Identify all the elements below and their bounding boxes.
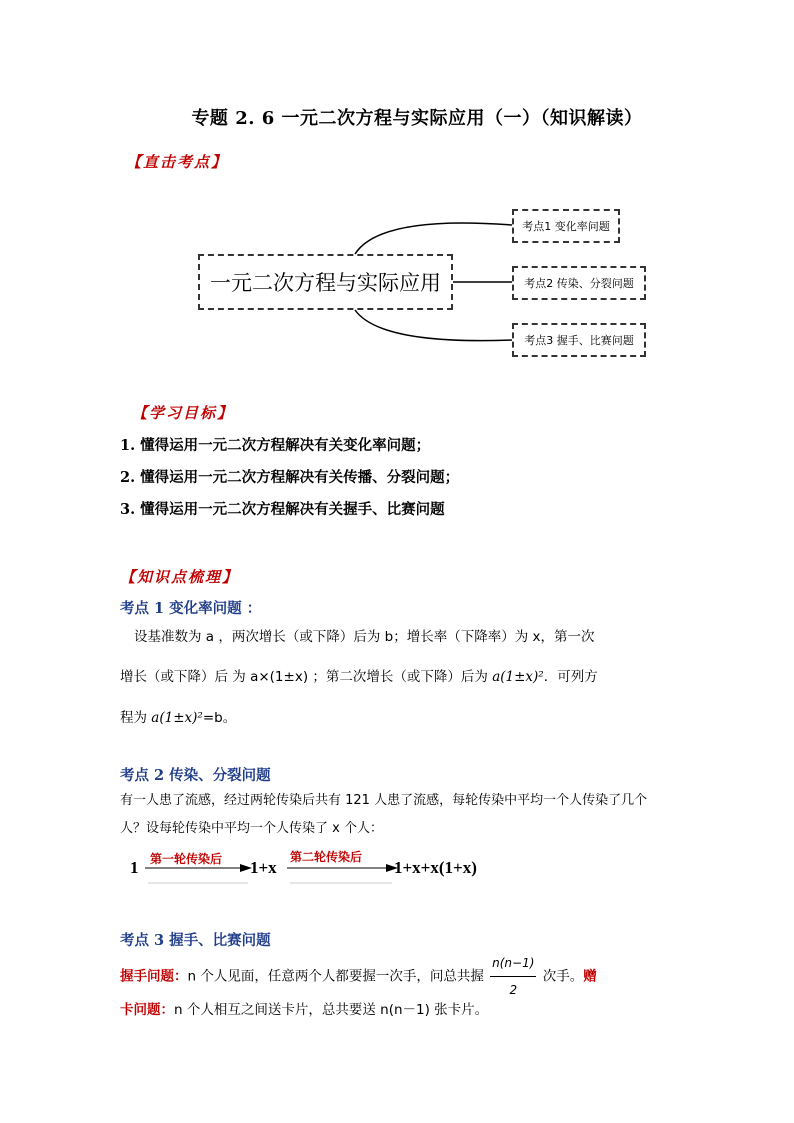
flow-start: 1 bbox=[130, 858, 139, 877]
handshake-label: 握手问题： bbox=[120, 968, 188, 985]
knowledge-section-header: 【知识点梳理】 bbox=[120, 568, 240, 586]
kp1-formula-1: a(1±x)² bbox=[492, 669, 544, 685]
kp1-line-2-text-a: 增长（或下降）后 为 a×(1±x) ；第二次增长（或下降）后为 bbox=[120, 669, 493, 685]
kp3-card-line bbox=[120, 998, 488, 1022]
connector-3 bbox=[355, 310, 512, 341]
kp1-line-2-text-c: ．可列方 bbox=[543, 669, 598, 685]
flow-arrow-1-label: 第一轮传染后 bbox=[150, 852, 223, 866]
flow-mid: 1+x bbox=[250, 858, 277, 877]
card-label-b: 卡问题： bbox=[120, 1002, 174, 1018]
goal-item-2: 2. 懂得运用一元二次方程解决有关传播、分裂问题； bbox=[120, 469, 460, 486]
kp1-heading: 考点 1 变化率问题 ： bbox=[120, 600, 262, 617]
kp1-line-3 bbox=[120, 706, 236, 730]
flow-arrow-1 bbox=[140, 858, 255, 888]
handshake-fraction bbox=[490, 950, 536, 1003]
kp3-heading: 考点 3 握手、比赛问题 bbox=[120, 932, 271, 949]
page-title: 专题 2. 6 一元二次方程与实际应用（一）（知识解读） bbox=[191, 108, 643, 129]
kp1-line-3-text-c: =b。 bbox=[202, 710, 237, 726]
mindmap-center-node: 一元二次方程与实际应用 bbox=[198, 254, 453, 310]
kp1-line-2 bbox=[120, 665, 598, 689]
flow-arrow-2 bbox=[282, 858, 400, 888]
kp3-handshake-line bbox=[120, 950, 680, 1003]
flow-arrow-2-label: 第二轮传染后 bbox=[290, 850, 363, 864]
kp2-line-2: 人？设每轮传染中平均一个人传染了 x 个人： bbox=[120, 821, 383, 836]
fraction-numerator: n(n−1) bbox=[490, 950, 536, 977]
kp1-line-3-text-a: 程为 bbox=[120, 710, 152, 726]
kp1-formula-2: a(1±x)² bbox=[151, 710, 203, 726]
handshake-text-b: 次手。 bbox=[538, 968, 584, 985]
mindmap-node-1: 考点1 变化率问题 bbox=[512, 209, 620, 243]
kp2-heading: 考点 2 传染、分裂问题 bbox=[120, 767, 271, 784]
kp1-line-1: 设基准数为 a ，两次增长（或下降）后为 b；增长率（下降率）为 x，第一次 bbox=[134, 629, 595, 645]
fraction-denominator: 2 bbox=[509, 983, 518, 997]
kp2-line-1: 有一人患了流感，经过两轮传染后共有 121 人患了流感，每轮传染中平均一个人传染了几个 bbox=[120, 793, 648, 808]
card-label-a: 赠 bbox=[583, 968, 597, 985]
goals-section-header: 【学习目标】 bbox=[132, 404, 235, 422]
connector-1 bbox=[355, 223, 512, 254]
handshake-text-a: n 个人见面，任意两个人都要握一次手，问总共握 bbox=[187, 968, 489, 985]
card-text: n 个人相互之间送卡片，总共要送 n(n－1) 张卡片。 bbox=[174, 1002, 489, 1018]
flow-end: 1+x+x(1+x) bbox=[394, 858, 477, 877]
points-section-header: 【直击考点】 bbox=[126, 153, 229, 171]
goal-item-1: 1. 懂得运用一元二次方程解决有关变化率问题； bbox=[120, 437, 431, 454]
mindmap-node-2: 考点2 传染、分裂问题 bbox=[512, 266, 646, 300]
mindmap-connectors bbox=[0, 0, 794, 400]
goal-item-3: 3. 懂得运用一元二次方程解决有关握手、比赛问题 bbox=[120, 501, 445, 518]
mindmap-node-3: 考点3 握手、比赛问题 bbox=[512, 323, 646, 357]
